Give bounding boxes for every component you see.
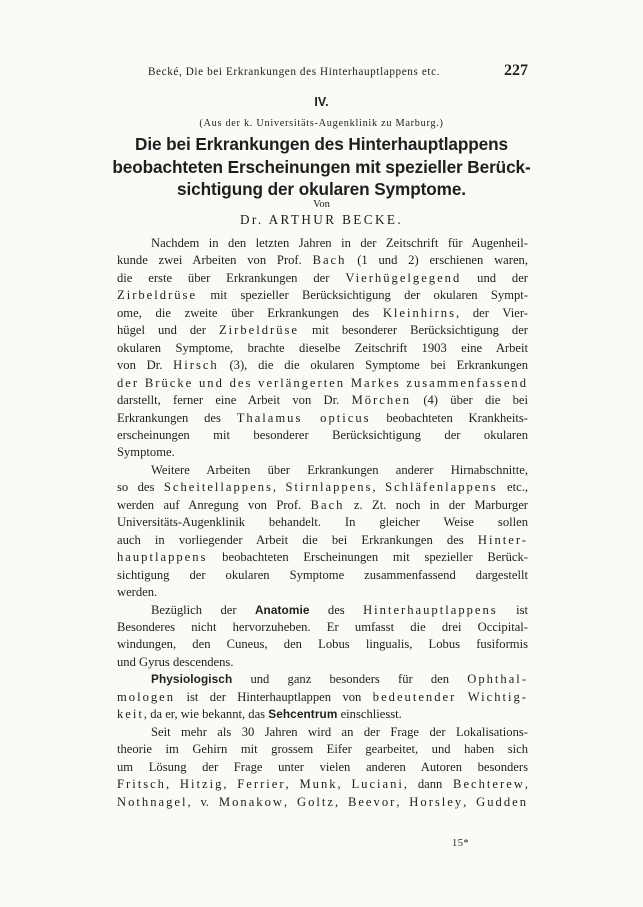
text-line: auch in vorliegender Arbeit die bei Erkrankungen des Hinter-: [117, 532, 528, 547]
spaced-name: Hitzig: [179, 777, 224, 792]
spaced-name: Monakow: [218, 794, 284, 809]
running-head: [148, 64, 528, 82]
spaced-name: Goltz: [296, 794, 335, 809]
text-line: werden.: [117, 585, 158, 600]
text-line: von Dr. Hirsch (3), die die okularen Symptome bei Erkrankungen: [117, 358, 528, 373]
spaced-name: Kleinhirns: [382, 305, 456, 320]
text-line: der Brücke und des verlängerten Markes zusammenfassend: [117, 375, 529, 390]
spaced-name: Beevor: [347, 794, 397, 809]
text-line: erscheinungen mit besonderer Berücksichtigung der okularen: [117, 427, 528, 442]
text-line: okularen Symptome, brachte dieselbe Zeitschrift 1903 eine Arbeit: [117, 340, 528, 355]
spaced-name: Brücke: [144, 375, 194, 390]
text-line: hauptlappens beobachteten Erscheinungen mit spezieller Berück-: [117, 550, 528, 565]
text-line: Seit mehr als 30 Jahren wird an der Frage der Lokalisations-: [151, 724, 528, 739]
text-line: Erkrankungen des Thalamus opticus beobachteten Krankheits-: [117, 410, 528, 425]
text-line: sichtigung der okularen Symptome zusammenfassend dargestellt: [117, 567, 528, 582]
section-number: IV.: [314, 95, 329, 109]
spaced-name: Schläfenlappens: [385, 480, 498, 495]
bold-term: Anatomie: [254, 602, 310, 617]
spaced-name: Luciani: [351, 777, 404, 792]
page-number: 227: [504, 62, 528, 79]
text-line: Symptome.: [117, 445, 175, 460]
article-title-line: beobachteten Erscheinungen mit spezieller Berück-: [112, 156, 531, 177]
spaced-name: Bach: [312, 253, 347, 268]
bold-term: Physiologisch: [151, 672, 233, 687]
spaced-name: Munk: [299, 777, 338, 792]
text-line: Bezüglich der Anatomie des Hinterhauptlappens ist: [151, 602, 528, 617]
spaced-name: bedeutender: [372, 689, 457, 704]
spaced-name: Mörchen: [351, 393, 412, 408]
spaced-name: Gudden: [476, 794, 529, 809]
spaced-name: Hirsch: [173, 358, 219, 373]
spaced-name: Nothnagel: [117, 794, 188, 809]
spaced-name: Bechterew: [453, 777, 525, 792]
text-line: Zirbeldrüse mit spezieller Berücksichtigung der okularen Sympt-: [117, 288, 528, 303]
text-line: um Lösung der Frage unter vielen anderen Autoren besonders: [117, 759, 528, 774]
text-line: die erste über Erkrankungen der Vierhügelgegend und der: [117, 270, 528, 285]
text-line: ome, die zweite über Erkrankungen des Kleinhirns, der Vier-: [117, 305, 528, 320]
text-line: Nachdem in den letzten Jahren in der Zeitschrift für Augenheil-: [151, 236, 528, 250]
text-line: darstellt, ferner eine Arbeit von Dr. Mörchen (4) über die bei: [117, 393, 528, 408]
text-line: hügel und der Zirbeldrüse mit besonderer Berücksichtigung der: [117, 323, 528, 338]
text-line: und Gyrus descendens.: [117, 654, 234, 669]
text-line: Fritsch, Hitzig, Ferrier, Munk, Luciani, dann Bechterew,: [117, 777, 529, 792]
text-line: kunde zwei Arbeiten von Prof. Bach (1 und 2) erschienen waren,: [117, 253, 528, 268]
text-line: theorie im Gehirn mit grossem Eifer gearbeitet, und haben sich: [117, 742, 528, 757]
affiliation: (Aus der k. Universitäts-Augenklinik zu Marburg.): [199, 118, 444, 129]
spaced-name: mologen: [117, 689, 176, 704]
running-head-title: Becké, Die bei Erkrankungen des Hinterhauptlappens etc.: [148, 66, 441, 78]
text-line: mologen ist der Hinterhauptlappen von bedeutender Wichtig-: [117, 689, 528, 704]
text-line: Besonderes nicht hervorzuheben. Er umfasst die drei Occipital-: [117, 619, 528, 634]
spaced-name: Hinterhauptlappens: [363, 602, 498, 617]
spaced-name: Fritsch: [117, 777, 166, 792]
article-title-line: Die bei Erkrankungen des Hinterhauptlappens: [135, 134, 508, 154]
text-line: Weitere Arbeiten über Erkrankungen anderer Hirnabschnitte,: [151, 462, 528, 477]
text-line: werden auf Anregung von Prof. Bach z. Zt. noch in der Marburger: [117, 497, 528, 512]
text-line: keit, da er, wie bekannt, das Sehcentrum einschliesst.: [117, 707, 402, 722]
spaced-name: verlängerten Markes: [258, 375, 401, 390]
spaced-name: hauptlappens: [117, 550, 208, 565]
author-name: Dr. ARTHUR BECKE.: [239, 212, 404, 227]
text-line: windungen, den Cuneus, den Lobus lingualis, Lobus fusiformis: [117, 637, 528, 652]
paragraph: [117, 235, 528, 462]
spaced-name: Ophthal-: [467, 672, 528, 687]
spaced-name: keit: [117, 707, 144, 722]
article-title-line: sichtigung der okularen Symptome.: [177, 179, 466, 199]
text-line: Nothnagel, v. Monakow, Goltz, Beevor, Horsley, Gudden: [117, 794, 529, 809]
paragraph: [117, 671, 528, 723]
spaced-name: Zirbeldrüse: [117, 288, 198, 303]
spaced-name: Ferrier: [237, 777, 286, 792]
spaced-name: Thalamus opticus: [236, 410, 371, 425]
text-line: Physiologisch und ganz besonders für den Ophthal-: [151, 672, 528, 687]
spaced-name: Wichtig-: [467, 689, 528, 704]
spaced-name: Bach: [310, 497, 345, 512]
spaced-name: Zirbeldrüse: [218, 323, 300, 338]
paragraph: [117, 602, 528, 672]
text-line: Universitäts-Augenklinik behandelt. In gleicher Weise sollen: [117, 515, 528, 530]
body-text: [117, 235, 528, 811]
article-title: [112, 133, 531, 201]
spaced-name: Vierhügelgegend: [345, 270, 462, 285]
spaced-name: Horsley: [409, 794, 464, 809]
byline-von: Von: [313, 199, 330, 210]
spaced-name: Hinter-: [477, 532, 528, 547]
paragraph: [117, 462, 528, 602]
paragraph: [117, 724, 528, 811]
spaced-name: Scheitellappens: [163, 480, 273, 495]
spaced-name: Stirnlappens: [285, 480, 373, 495]
printer-signature: 15*: [452, 838, 469, 849]
text-line: so des Scheitellappens, Stirnlappens, Schläfenlappens etc.,: [117, 480, 529, 495]
bold-term: Sehcentrum: [268, 707, 338, 722]
